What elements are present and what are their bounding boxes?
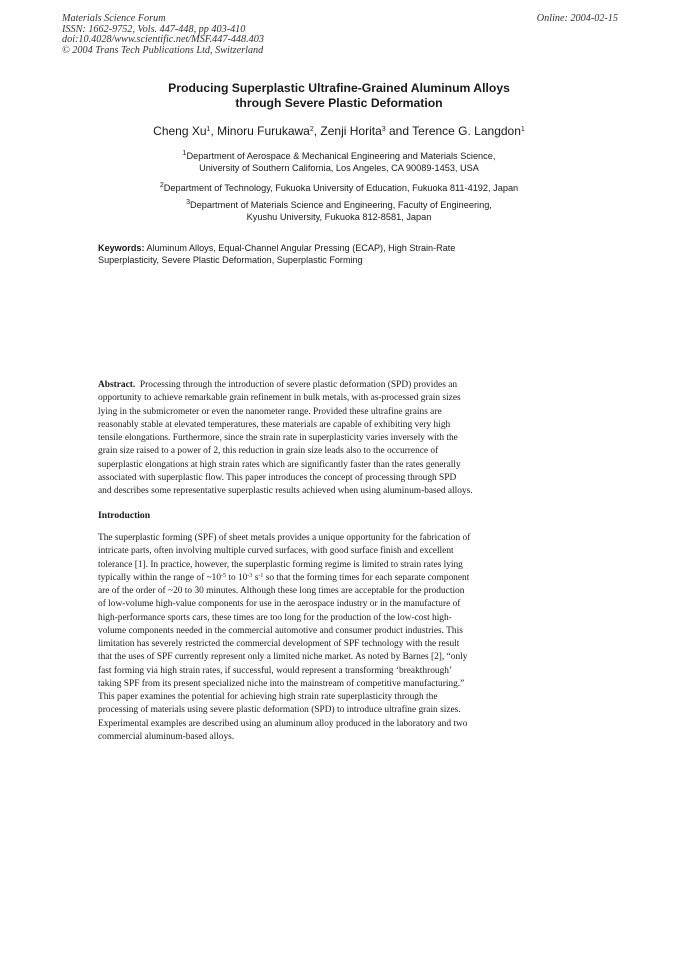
abstract-line: and describes some representative superplastic results achieved when using aluminum-based alloys. bbox=[98, 486, 473, 496]
author-affil-mark: 2 bbox=[309, 126, 314, 133]
intro-line: Experimental examples are described using an aluminum alloy produced in the laboratory and two bbox=[98, 718, 468, 729]
affiliation-line: Kyushu University, Fukuoka 812-8581, Japan bbox=[246, 212, 432, 222]
author-list bbox=[60, 124, 618, 139]
introduction-block bbox=[98, 532, 542, 744]
intro-line: that the uses of SPF currently represent only a limited niche market. As noted by Barnes [2], “only bbox=[98, 652, 468, 663]
abstract-block bbox=[98, 379, 542, 498]
online-date: Online: 2004-02-15 bbox=[536, 13, 618, 24]
author-affil-mark: 1 bbox=[206, 126, 211, 133]
intro-line: processing of materials using severe plastic deformation (SPD) to introduce ultrafine grain sizes. bbox=[98, 705, 461, 716]
keywords-label: Keywords: bbox=[98, 243, 145, 253]
title-line-1: Producing Superplastic Ultrafine-Grained Aluminum Alloys bbox=[168, 81, 510, 95]
affiliation-3 bbox=[60, 199, 618, 223]
intro-text: so that the forming times for each separate component bbox=[263, 572, 470, 583]
intro-line: are of the order of ~20 to 30 minutes. Although these long times are acceptable for the production bbox=[98, 586, 465, 596]
abstract-line: superplastic elongations at high strain rates which are significantly faster than the rates generally bbox=[98, 459, 461, 470]
journal-name: Materials Science Forum bbox=[62, 13, 166, 24]
intro-line: This paper examines the potential for achieving high strain rate superplasticity through the bbox=[98, 692, 438, 702]
abstract-label: Abstract. bbox=[98, 380, 136, 390]
intro-text: typically within the range of ~10 bbox=[98, 572, 222, 583]
paper-title bbox=[60, 81, 618, 111]
affiliation-mark: 1 bbox=[182, 150, 187, 157]
affiliation-mark: 2 bbox=[159, 182, 164, 189]
title-line-2: through Severe Plastic Deformation bbox=[235, 96, 443, 110]
intro-line: limitation has severely restricted the commercial development of SPF technology with the result bbox=[98, 639, 460, 649]
intro-line: high-performance sports cars, these times are too long for the production of the low-cost high- bbox=[98, 612, 452, 623]
doi-line[interactable]: doi:10.4028/www.scientific.net/MSF.447-448.403 bbox=[62, 34, 264, 46]
author-name: Minoru Furukawa bbox=[217, 124, 310, 138]
exponent: -1 bbox=[258, 572, 264, 579]
abstract-line: opportunity to achieve remarkable grain refinement in bulk metals, with as-processed grain sizes bbox=[98, 393, 461, 404]
affiliation-line: Department of Technology, Fukuoka University of Education, Fukuoka 811-4192, Japan bbox=[163, 183, 519, 193]
abstract-line: lying in the submicrometer or even the nanometer range. Provided these ultrafine grains are bbox=[98, 406, 442, 417]
intro-text: to 10 bbox=[226, 572, 248, 583]
intro-line: of low-volume high-value components for use in the aerospace industry or in the manufacture of bbox=[98, 599, 461, 610]
exponent: -3 bbox=[247, 572, 253, 579]
keywords-text: Aluminum Alloys, Equal-Channel Angular Pressing (ECAP), High Strain-Rate bbox=[144, 243, 456, 253]
author-name: Terence G. Langdon bbox=[412, 124, 521, 138]
intro-line: taking SPF from its present specialized niche into the mainstream of competitive manufacturing.” bbox=[98, 678, 465, 689]
intro-line: commercial aluminum-based alloys. bbox=[98, 731, 235, 742]
intro-line: The superplastic forming (SPF) of sheet metals provides a unique opportunity for the fabrication of bbox=[98, 533, 471, 543]
abstract-line: Processing through the introduction of severe plastic deformation (SPD) provides an bbox=[135, 380, 458, 390]
affiliation-mark: 3 bbox=[186, 199, 191, 206]
author-name: Cheng Xu bbox=[153, 124, 207, 138]
abstract-line: associated with superplastic flow. This paper introduces the concept of processing through SPD bbox=[98, 472, 457, 483]
exponent: -5 bbox=[221, 572, 227, 579]
affiliation-line: University of Southern California, Los Angeles, CA 90089-1453, USA bbox=[199, 163, 479, 173]
abstract-line: grain size raised to a power of 2, this reduction in grain size leads also to the occurrence of bbox=[98, 446, 439, 457]
keywords-block bbox=[98, 242, 588, 266]
intro-line: intricate parts, often involving multiple curved surfaces, with good surface finish and excellent bbox=[98, 546, 454, 557]
author-separator: , bbox=[313, 124, 321, 138]
author-affil-mark: 3 bbox=[381, 126, 386, 133]
abstract-line: reasonably stable at elevated temperatures, these materials are capable of exhibiting very high bbox=[98, 419, 451, 430]
affiliation-1 bbox=[60, 150, 618, 174]
author-separator: and bbox=[385, 124, 413, 138]
intro-line: tolerance [1]. In practice, however, the superplastic forming regime is limited to strain rates lying bbox=[98, 559, 463, 570]
affiliation-line: Department of Aerospace & Mechanical Engineering and Materials Science, bbox=[186, 151, 496, 161]
affiliation-2 bbox=[60, 182, 618, 194]
intro-strain-rate-line bbox=[98, 572, 542, 585]
author-name: Zenji Horita bbox=[320, 124, 382, 138]
affiliation-line: Department of Materials Science and Engineering, Faculty of Engineering, bbox=[190, 200, 492, 210]
publication-header bbox=[62, 14, 264, 56]
intro-line: fast forming via high strain rates, if successful, would represent a transforming ‘breakthrough’ bbox=[98, 665, 453, 676]
keywords-text: Superplasticity, Severe Plastic Deformation, Superplastic Forming bbox=[98, 255, 363, 265]
issn-line: ISSN: 1662-9752, Vols. 447-448, pp 403-410 bbox=[62, 23, 246, 35]
copyright-line: © 2004 Trans Tech Publications Ltd, Switzerland bbox=[62, 44, 264, 56]
intro-line: volume components needed in the commercial automotive and consumer product industries. This bbox=[98, 625, 463, 636]
abstract-line: tensile elongations. Furthermore, since the strain rate in superplasticity varies inversely with the bbox=[98, 433, 458, 443]
author-affil-mark: 1 bbox=[520, 126, 525, 133]
author-separator: , bbox=[210, 124, 218, 138]
section-heading-introduction: Introduction bbox=[98, 510, 151, 521]
intro-text: s bbox=[252, 572, 259, 583]
